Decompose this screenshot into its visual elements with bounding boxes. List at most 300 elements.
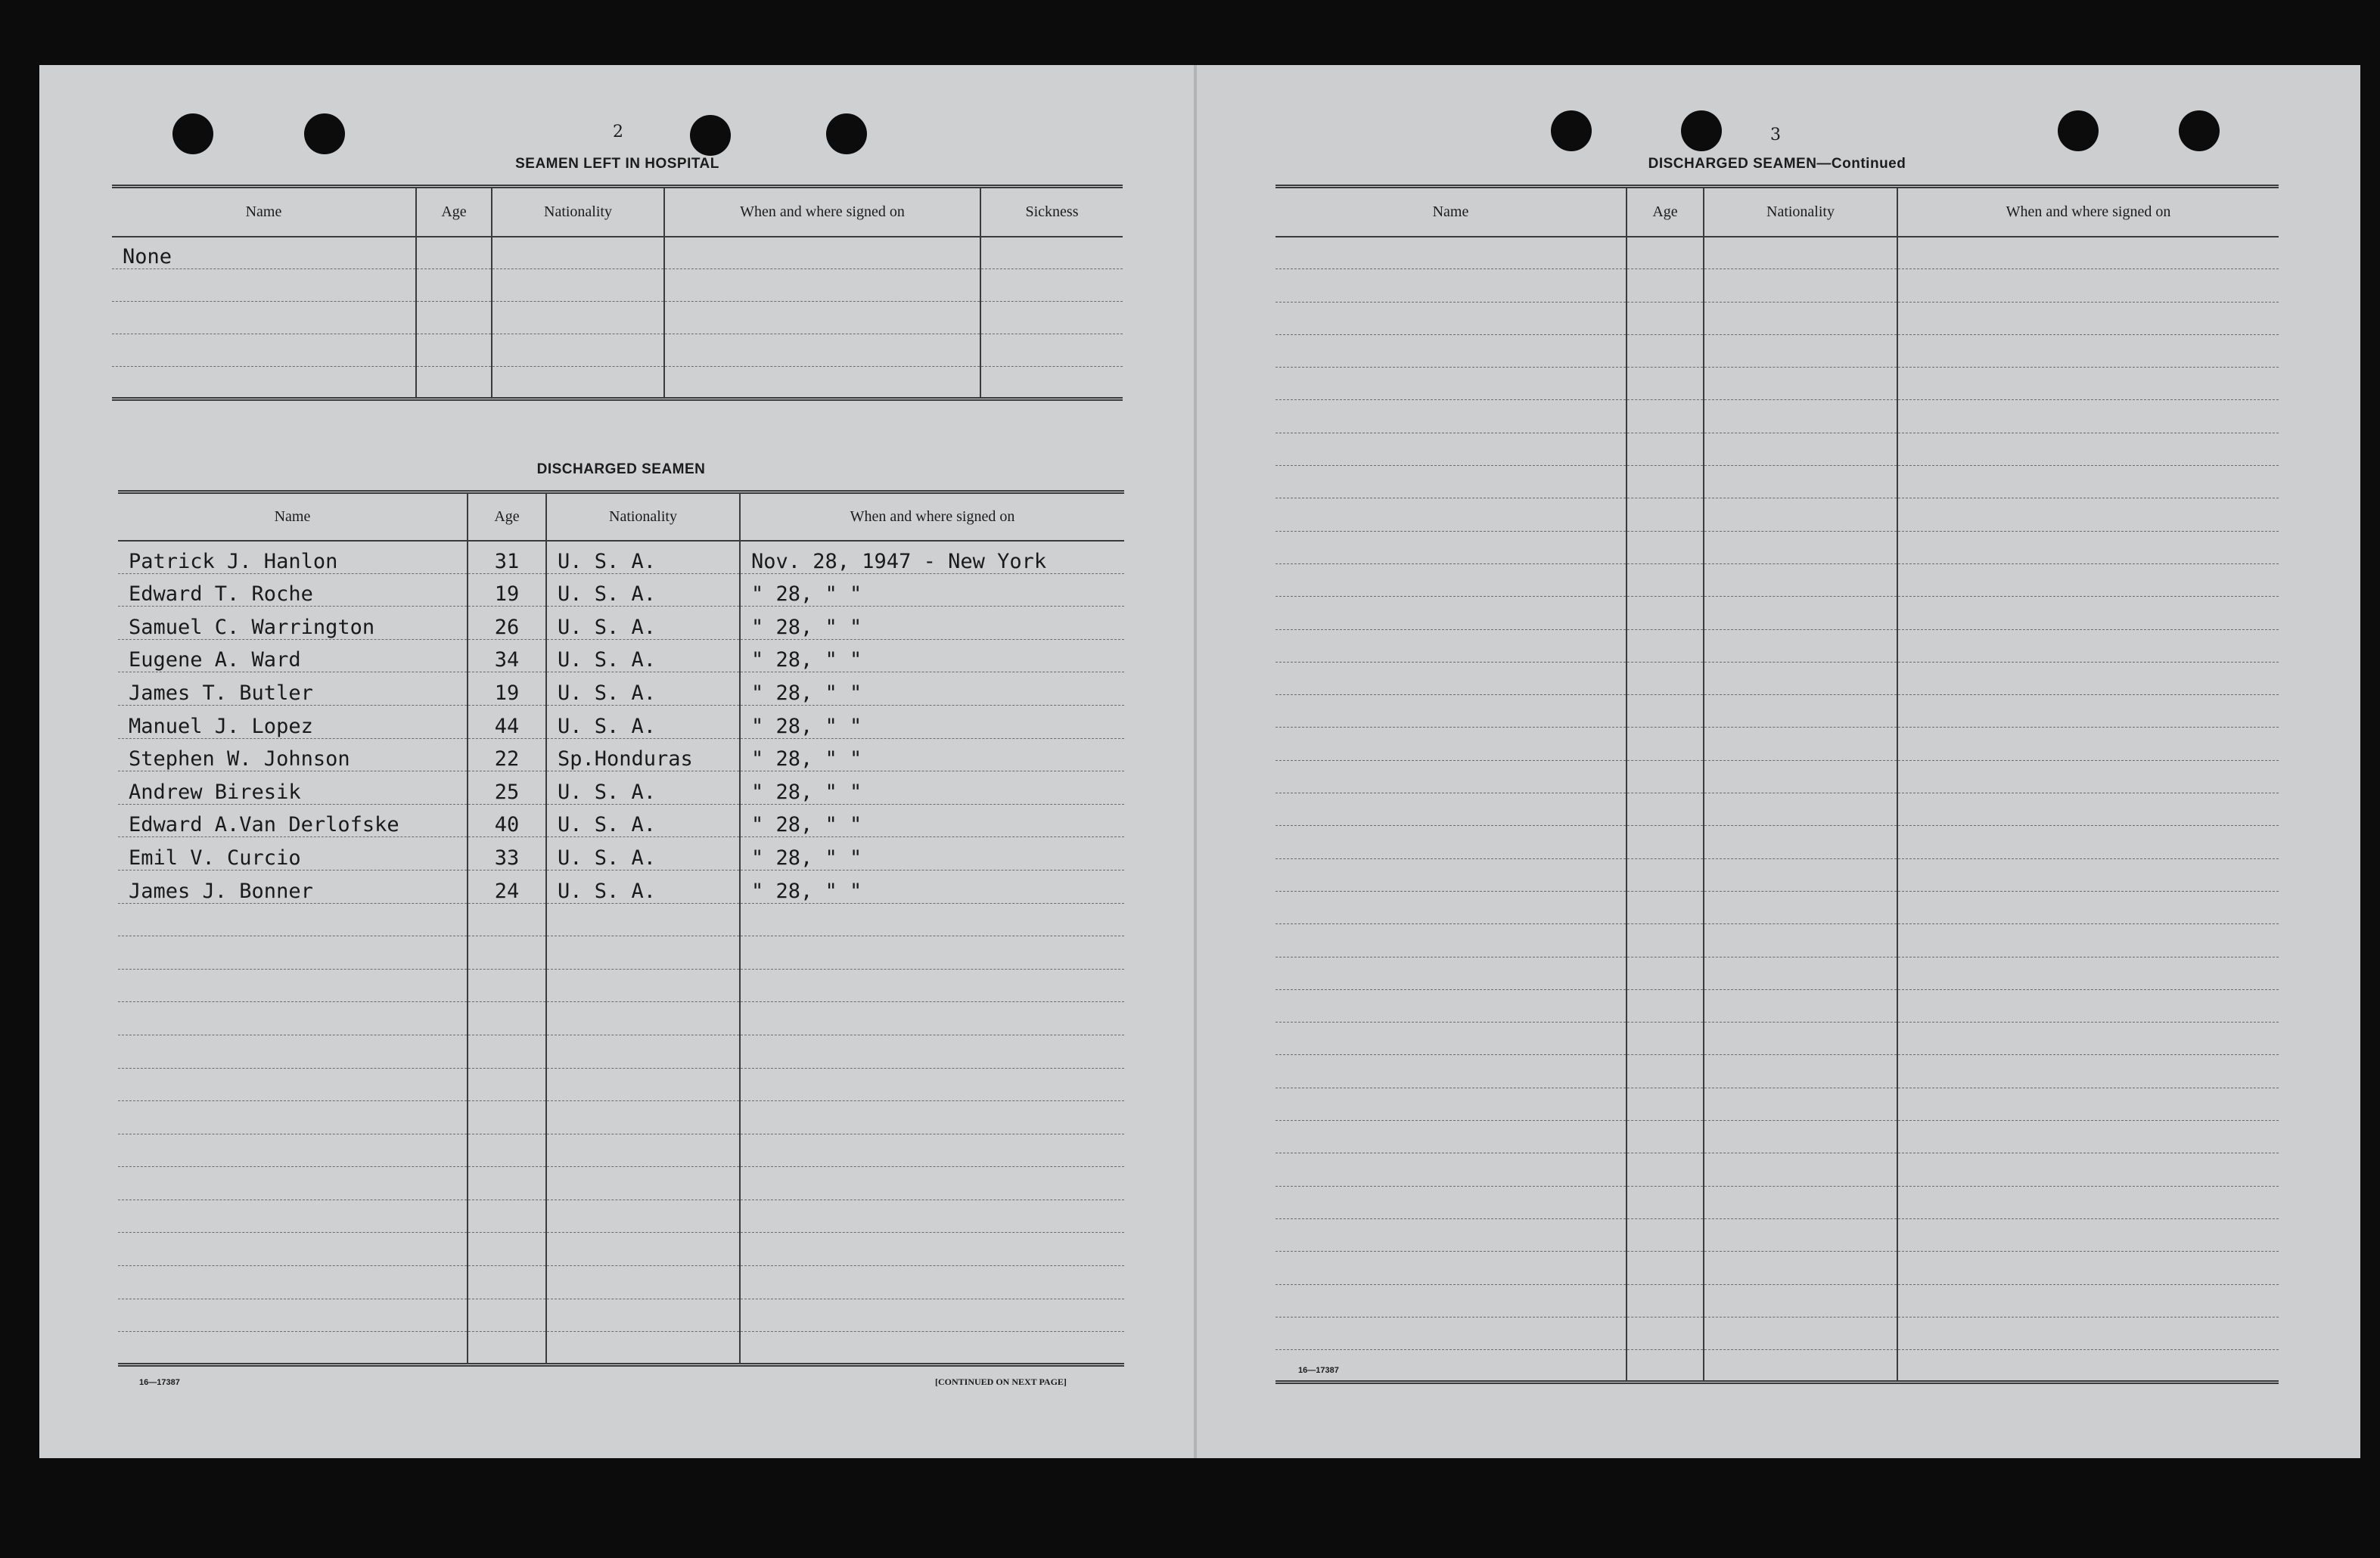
punch-hole [2058, 110, 2099, 151]
cell-age: 34 [468, 639, 546, 672]
cell-age [1627, 793, 1704, 826]
cell-signed-on [1897, 1153, 2279, 1186]
cell-signed-on [1897, 334, 2279, 367]
cell-age [468, 1200, 546, 1233]
table-row [118, 541, 1124, 574]
col-age: Age [416, 187, 492, 237]
cell-age: 22 [468, 738, 546, 771]
cell-signed-on [1897, 597, 2279, 629]
cell-nationality [1704, 1186, 1897, 1218]
cell-age [1627, 531, 1704, 563]
cell-signed-on: " 28, " " [740, 870, 1124, 903]
cell-sickness [980, 334, 1123, 367]
cell-signed-on: " 28, " " [740, 573, 1124, 607]
cell-signed-on [740, 903, 1124, 936]
cell-nationality [546, 1101, 740, 1134]
page-fold [1194, 65, 1197, 1458]
cell-nationality [546, 1035, 740, 1068]
cell-signed-on [740, 1002, 1124, 1035]
table-row [1275, 858, 2279, 891]
cell-nationality [1704, 957, 1897, 989]
table-row [1275, 695, 2279, 728]
cell-nationality [1704, 760, 1897, 793]
cell-signed-on [1897, 1121, 2279, 1153]
cell-age [1627, 1186, 1704, 1218]
cell-signed-on [1897, 1317, 2279, 1349]
cell-nationality [546, 969, 740, 1002]
cell-age [1627, 989, 1704, 1022]
table-row [1275, 1350, 2279, 1383]
cell-name [1275, 826, 1627, 858]
punch-hole [690, 115, 731, 156]
table-row [118, 672, 1124, 706]
cell-signed-on [664, 269, 980, 302]
cell-signed-on: " 28, " " [740, 738, 1124, 771]
table-row [1275, 793, 2279, 826]
cell-nationality [1704, 597, 1897, 629]
cell-name [118, 1002, 468, 1035]
cell-name: Stephen W. Johnson [118, 738, 468, 771]
cell-name: James J. Bonner [118, 870, 468, 903]
cell-nationality [1704, 1055, 1897, 1088]
cell-signed-on [740, 1068, 1124, 1101]
cell-nationality [1704, 334, 1897, 367]
cell-name [1275, 957, 1627, 989]
col-sickness: Sickness [980, 187, 1123, 237]
table-row [118, 1200, 1124, 1233]
cell-nationality [1704, 1284, 1897, 1317]
cell-nationality: U. S. A. [546, 705, 740, 738]
cell-signed-on: " 28, " " [740, 672, 1124, 706]
cell-signed-on [1897, 760, 2279, 793]
col-signed-on: When and where signed on [664, 187, 980, 237]
cell-signed-on [1897, 957, 2279, 989]
cell-age [1627, 1088, 1704, 1120]
table-row [1275, 891, 2279, 923]
cell-name [1275, 400, 1627, 433]
cell-signed-on: " 28, " " [740, 607, 1124, 640]
cell-name [1275, 1284, 1627, 1317]
cell-nationality [492, 367, 664, 399]
table-row [1275, 760, 2279, 793]
cell-signed-on [1897, 662, 2279, 694]
table-row [1275, 1121, 2279, 1153]
cell-signed-on [1897, 400, 2279, 433]
cell-signed-on [740, 1035, 1124, 1068]
cell-nationality [546, 903, 740, 936]
cell-signed-on: " 28, " " [740, 705, 1124, 738]
cell-signed-on [740, 1332, 1124, 1365]
cell-name: James T. Butler [118, 672, 468, 706]
table-row [118, 1299, 1124, 1332]
cell-age [468, 1299, 546, 1332]
table-row [118, 639, 1124, 672]
cell-name [118, 1266, 468, 1299]
cell-signed-on [1897, 891, 2279, 923]
cell-age: 26 [468, 607, 546, 640]
table-row [1275, 1186, 2279, 1218]
form-number-right: 16—17387 [1298, 1366, 1339, 1375]
cell-sickness [980, 367, 1123, 399]
cell-sickness [980, 269, 1123, 302]
cell-signed-on [740, 936, 1124, 970]
cell-signed-on [1897, 368, 2279, 400]
cell-nationality: U. S. A. [546, 771, 740, 805]
cell-age [468, 1167, 546, 1200]
col-name: Name [118, 492, 468, 541]
cell-nationality [1704, 1121, 1897, 1153]
cell-name [1275, 368, 1627, 400]
cell-age [1627, 302, 1704, 334]
col-nationality: Nationality [1704, 187, 1897, 237]
discharged-section-title: DISCHARGED SEAMEN [536, 461, 706, 477]
table-row [1275, 1055, 2279, 1088]
cell-nationality [1704, 826, 1897, 858]
cell-signed-on [1897, 1055, 2279, 1088]
cell-nationality [492, 269, 664, 302]
cell-name [1275, 1186, 1627, 1218]
cell-age [468, 969, 546, 1002]
cell-name [118, 936, 468, 970]
continued-note: [CONTINUED ON NEXT PAGE] [935, 1376, 1067, 1387]
cell-age [468, 1002, 546, 1035]
table-row [112, 237, 1123, 269]
table-row [118, 969, 1124, 1002]
cell-age [1627, 466, 1704, 498]
cell-nationality [1704, 466, 1897, 498]
cell-nationality [546, 1167, 740, 1200]
cell-name [1275, 662, 1627, 694]
cell-signed-on: " 28, " " [740, 837, 1124, 871]
cell-age [1627, 662, 1704, 694]
cell-nationality [1704, 695, 1897, 728]
discharged-continued-title: DISCHARGED SEAMEN—Continued [1648, 156, 1906, 172]
cell-nationality [1704, 662, 1897, 694]
cell-name [1275, 924, 1627, 957]
cell-name [118, 903, 468, 936]
cell-signed-on [1897, 433, 2279, 465]
cell-signed-on [1897, 1350, 2279, 1383]
cell-age [416, 334, 492, 367]
cell-signed-on [1897, 1284, 2279, 1317]
cell-name [1275, 1055, 1627, 1088]
cell-age: 24 [468, 870, 546, 903]
cell-name [1275, 989, 1627, 1022]
cell-age [468, 1068, 546, 1101]
table-row [118, 870, 1124, 903]
cell-age: 31 [468, 541, 546, 574]
cell-nationality [1704, 269, 1897, 302]
cell-signed-on [740, 1134, 1124, 1167]
table-row [1275, 531, 2279, 563]
table-row [1275, 957, 2279, 989]
page-number-left: 2 [613, 123, 623, 141]
cell-age [1627, 728, 1704, 760]
table-row [118, 1101, 1124, 1134]
table-row [118, 1233, 1124, 1266]
cell-nationality [1704, 858, 1897, 891]
table-row [1275, 924, 2279, 957]
cell-age [468, 903, 546, 936]
cell-nationality [1704, 1350, 1897, 1383]
col-name: Name [112, 187, 416, 237]
cell-age [1627, 334, 1704, 367]
cell-age [1627, 237, 1704, 269]
form-number-left: 16—17387 [139, 1378, 180, 1387]
cell-age [1627, 1055, 1704, 1088]
cell-age: 19 [468, 573, 546, 607]
cell-name [112, 367, 416, 399]
cell-age [1627, 858, 1704, 891]
table-row [1275, 629, 2279, 662]
table-row [118, 573, 1124, 607]
cell-age: 44 [468, 705, 546, 738]
cell-name: Emil V. Curcio [118, 837, 468, 871]
cell-age [1627, 957, 1704, 989]
cell-nationality [1704, 1317, 1897, 1349]
cell-name [1275, 1088, 1627, 1120]
cell-signed-on [1897, 1218, 2279, 1251]
cell-age [1627, 597, 1704, 629]
table-row [1275, 1218, 2279, 1251]
col-name: Name [1275, 187, 1627, 237]
table-row [112, 302, 1123, 334]
cell-name: None [112, 237, 416, 269]
cell-nationality [1704, 498, 1897, 531]
table-row [118, 936, 1124, 970]
cell-name [1275, 1121, 1627, 1153]
cell-nationality [1704, 793, 1897, 826]
table-row [1275, 989, 2279, 1022]
cell-age [1627, 1252, 1704, 1284]
hospital-section-title: SEAMEN LEFT IN HOSPITAL [515, 156, 719, 172]
cell-age [1627, 400, 1704, 433]
cell-nationality: U. S. A. [546, 541, 740, 574]
cell-signed-on [664, 334, 980, 367]
cell-age [468, 1035, 546, 1068]
cell-signed-on: " 28, " " [740, 771, 1124, 805]
cell-signed-on [1897, 1088, 2279, 1120]
cell-signed-on [1897, 531, 2279, 563]
cell-name: Eugene A. Ward [118, 639, 468, 672]
cell-nationality [1704, 1153, 1897, 1186]
table-row [1275, 1088, 2279, 1120]
cell-nationality [1704, 563, 1897, 596]
cell-age [468, 1101, 546, 1134]
cell-nationality [546, 1134, 740, 1167]
cell-age [1627, 629, 1704, 662]
cell-nationality: Sp.Honduras [546, 738, 740, 771]
table-row [1275, 1153, 2279, 1186]
table-row [1275, 1252, 2279, 1284]
cell-age [1627, 826, 1704, 858]
cell-nationality [546, 936, 740, 970]
cell-nationality [1704, 1252, 1897, 1284]
table-row [118, 705, 1124, 738]
table-row [1275, 1023, 2279, 1055]
cell-age [1627, 1284, 1704, 1317]
cell-age [1627, 891, 1704, 923]
cell-name [118, 1233, 468, 1266]
cell-signed-on [740, 1167, 1124, 1200]
cell-nationality [1704, 368, 1897, 400]
cell-nationality [492, 237, 664, 269]
cell-nationality: U. S. A. [546, 607, 740, 640]
cell-name [118, 1134, 468, 1167]
cell-name [118, 1299, 468, 1332]
col-nationality: Nationality [492, 187, 664, 237]
table-row [1275, 269, 2279, 302]
cell-nationality [546, 1266, 740, 1299]
table-row [1275, 826, 2279, 858]
cell-name [1275, 531, 1627, 563]
cell-signed-on [740, 1266, 1124, 1299]
cell-signed-on [740, 1299, 1124, 1332]
cell-nationality: U. S. A. [546, 672, 740, 706]
cell-signed-on [664, 302, 980, 334]
cell-signed-on: Nov. 28, 1947 - New York [740, 541, 1124, 574]
hospital-table [112, 185, 1123, 401]
table-row [1275, 433, 2279, 465]
cell-age [416, 237, 492, 269]
col-signed-on: When and where signed on [740, 492, 1124, 541]
table-row [112, 269, 1123, 302]
cell-signed-on [1897, 1186, 2279, 1218]
cell-age: 25 [468, 771, 546, 805]
cell-age [1627, 1153, 1704, 1186]
cell-signed-on [1897, 695, 2279, 728]
cell-name: Samuel C. Warrington [118, 607, 468, 640]
table-row [1275, 563, 2279, 596]
cell-signed-on: " 28, " " [740, 639, 1124, 672]
cell-nationality: U. S. A. [546, 639, 740, 672]
cell-nationality: U. S. A. [546, 870, 740, 903]
cell-nationality: U. S. A. [546, 804, 740, 837]
table-row [118, 1035, 1124, 1068]
table-row [1275, 662, 2279, 694]
cell-name: Patrick J. Hanlon [118, 541, 468, 574]
cell-age [1627, 1350, 1704, 1383]
cell-nationality [546, 1200, 740, 1233]
cell-age [1627, 1023, 1704, 1055]
punch-hole [304, 113, 345, 154]
cell-signed-on [1897, 858, 2279, 891]
cell-nationality [546, 1233, 740, 1266]
cell-nationality [1704, 924, 1897, 957]
table-row [118, 738, 1124, 771]
cell-signed-on [1897, 728, 2279, 760]
cell-age: 33 [468, 837, 546, 871]
cell-signed-on [1897, 1252, 2279, 1284]
cell-name [112, 302, 416, 334]
cell-nationality [1704, 728, 1897, 760]
cell-signed-on [1897, 302, 2279, 334]
cell-name [118, 1200, 468, 1233]
cell-nationality [492, 302, 664, 334]
cell-nationality [1704, 237, 1897, 269]
cell-name: Andrew Biresik [118, 771, 468, 805]
cell-signed-on [1897, 989, 2279, 1022]
table-row [118, 1167, 1124, 1200]
cell-age [1627, 269, 1704, 302]
cell-nationality [546, 1068, 740, 1101]
cell-age [1627, 1121, 1704, 1153]
cell-age [468, 1134, 546, 1167]
cell-age [1627, 498, 1704, 531]
cell-nationality: U. S. A. [546, 573, 740, 607]
table-row [118, 1266, 1124, 1299]
table-row [118, 1068, 1124, 1101]
cell-name [1275, 1317, 1627, 1349]
table-row [118, 1134, 1124, 1167]
cell-age [1627, 1218, 1704, 1251]
punch-hole [1551, 110, 1592, 151]
page-number-right: 3 [1770, 126, 1781, 144]
cell-signed-on [1897, 1023, 2279, 1055]
cell-name [118, 1101, 468, 1134]
cell-name: Manuel J. Lopez [118, 705, 468, 738]
cell-signed-on [740, 1101, 1124, 1134]
cell-nationality: U. S. A. [546, 837, 740, 871]
cell-name [1275, 793, 1627, 826]
cell-nationality [492, 334, 664, 367]
cell-signed-on [1897, 924, 2279, 957]
cell-age [1627, 563, 1704, 596]
cell-nationality [546, 1299, 740, 1332]
cell-nationality [1704, 400, 1897, 433]
cell-name [1275, 237, 1627, 269]
col-age: Age [1627, 187, 1704, 237]
cell-signed-on [1897, 498, 2279, 531]
table-row [1275, 368, 2279, 400]
cell-age [1627, 433, 1704, 465]
cell-signed-on [1897, 629, 2279, 662]
cell-nationality [546, 1332, 740, 1365]
col-signed-on: When and where signed on [1897, 187, 2279, 237]
cell-name [118, 1167, 468, 1200]
cell-signed-on [1897, 826, 2279, 858]
table-row [1275, 498, 2279, 531]
cell-age [1627, 695, 1704, 728]
cell-name [1275, 334, 1627, 367]
cell-name [1275, 1218, 1627, 1251]
table-row [1275, 334, 2279, 367]
cell-signed-on [1897, 237, 2279, 269]
table-row [112, 367, 1123, 399]
cell-name [112, 334, 416, 367]
cell-name [1275, 466, 1627, 498]
table-row [1275, 302, 2279, 334]
cell-name [118, 1035, 468, 1068]
cell-age [468, 1332, 546, 1365]
cell-name [1275, 498, 1627, 531]
cell-sickness [980, 302, 1123, 334]
cell-sickness [980, 237, 1123, 269]
cell-signed-on [1897, 466, 2279, 498]
cell-age: 19 [468, 672, 546, 706]
cell-nationality [1704, 531, 1897, 563]
table-row [1275, 400, 2279, 433]
cell-name: Edward T. Roche [118, 573, 468, 607]
cell-nationality [1704, 629, 1897, 662]
cell-name [1275, 629, 1627, 662]
table-row [1275, 728, 2279, 760]
cell-signed-on [1897, 563, 2279, 596]
cell-name [118, 1068, 468, 1101]
cell-nationality [1704, 1218, 1897, 1251]
table-row [118, 771, 1124, 805]
cell-name [118, 969, 468, 1002]
